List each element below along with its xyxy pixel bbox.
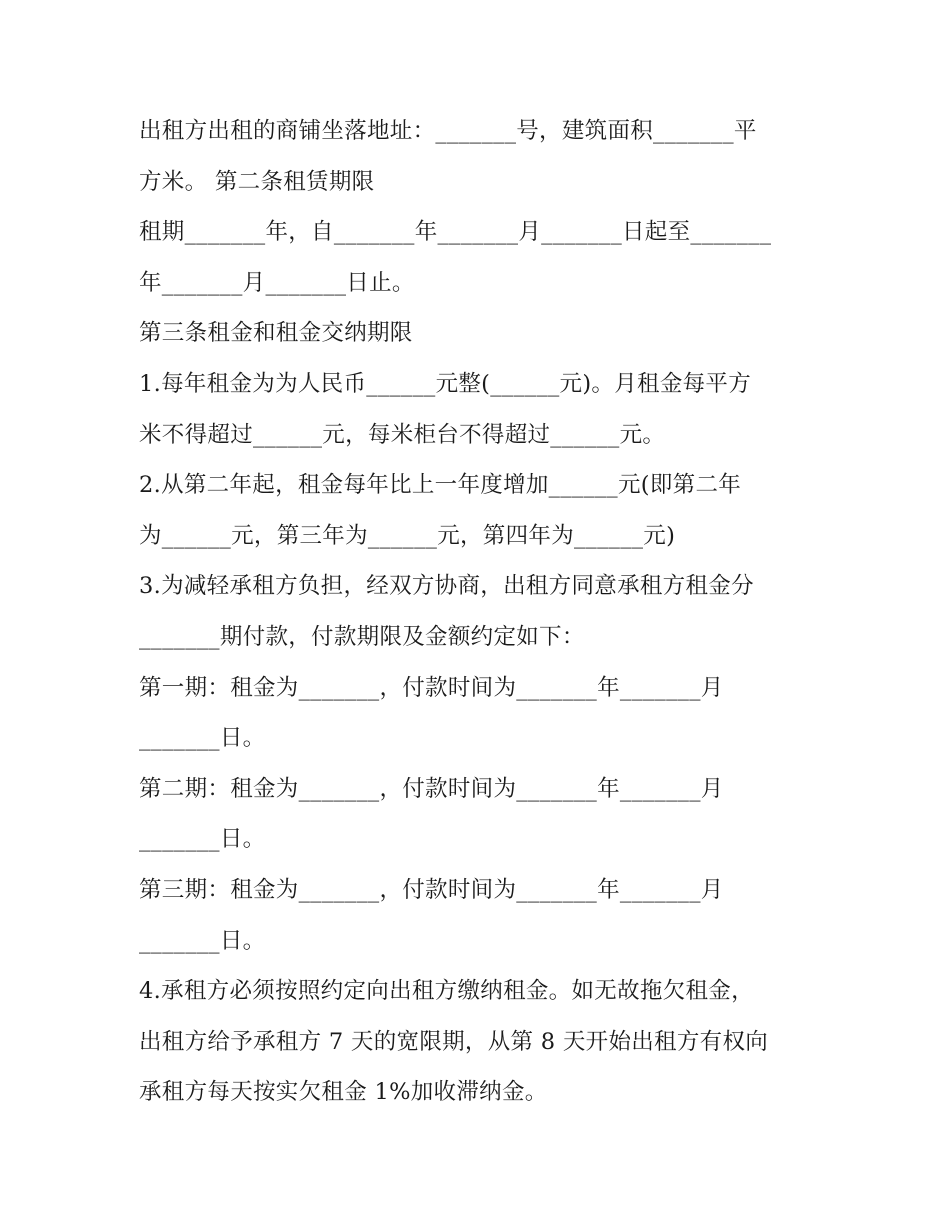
text-line: 承租方每天按实欠租金 1%加收滞纳金。 xyxy=(139,1079,548,1106)
text-line: 为______元，第三年为______元，第四年为______元) xyxy=(139,522,676,549)
text-line: 出租方出租的商铺坐落地址：_______号，建筑面积_______平 xyxy=(139,118,757,144)
text-line: 第三期：租金为_______，付款时间为_______年_______月 xyxy=(139,876,724,903)
text-line: _______日。 xyxy=(139,927,266,954)
text-line: 4.承租方必须按照约定向出租方缴纳租金。如无故拖欠租金， xyxy=(139,978,754,1005)
text-line: 3.为减轻承租方负担，经双方协商，出租方同意承租方租金分 xyxy=(139,573,754,600)
text-line: _______日。 xyxy=(139,826,266,853)
text-line: 1.每年租金为为人民币______元整(______元)。月租金每平方 xyxy=(139,370,752,397)
text-line: 方米。 第二条租赁期限 xyxy=(139,168,375,195)
text-line: 年_______月_______日止。 xyxy=(139,269,415,296)
text-line: 第一期：租金为_______，付款时间为_______年_______月 xyxy=(139,674,724,701)
text-line: 米不得超过______元，每米柜台不得超过______元。 xyxy=(139,421,666,448)
contract-body xyxy=(139,106,819,1118)
text-line: _______日。 xyxy=(139,725,266,752)
text-line: 2.从第二年起，租金每年比上一年度增加______元(即第二年 xyxy=(139,472,742,499)
text-line: 第二期：租金为_______，付款时间为_______年_______月 xyxy=(139,775,724,802)
text-line: _______期付款，付款期限及金额约定如下： xyxy=(139,623,585,650)
text-line: 租期_______年，自_______年_______月_______日起至_______ xyxy=(139,219,772,246)
text-line: 出租方给予承租方 7 天的宽限期，从第 8 天开始出租方有权向 xyxy=(139,1028,769,1055)
section-heading: 第三条租金和租金交纳期限 xyxy=(139,320,413,347)
